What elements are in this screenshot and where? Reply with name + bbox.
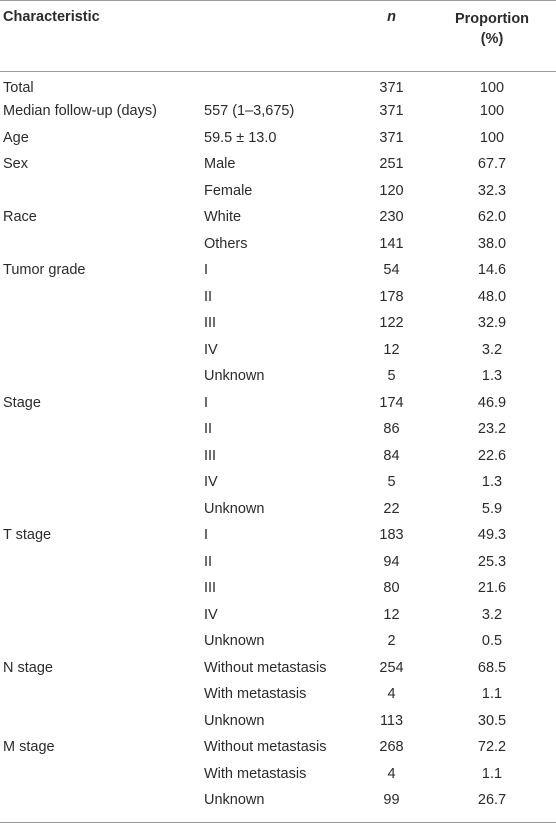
cell-n: 268 [379, 739, 404, 756]
cell-n: 113 [379, 712, 404, 729]
cell-characteristic [0, 363, 198, 390]
table-bottom-rule [0, 822, 556, 823]
cell-proportion: 62.0 [477, 209, 507, 226]
cell-n: 122 [379, 315, 404, 332]
table-body [0, 72, 556, 814]
cell-n: 22 [383, 500, 400, 517]
table-row [0, 151, 556, 178]
cell-n: 371 [379, 129, 404, 146]
table-row [0, 761, 556, 788]
cell-proportion: 67.7 [477, 156, 507, 173]
cell-characteristic [0, 416, 198, 443]
cell-characteristic: M stage [3, 739, 55, 756]
cell-characteristic: Tumor grade [3, 262, 86, 279]
cell-subgroup: Unknown [204, 368, 265, 385]
cell-characteristic: T stage [3, 527, 52, 544]
table-row [0, 363, 556, 390]
cell-n: 178 [379, 288, 404, 305]
cell-subgroup: II [204, 288, 213, 305]
cell-characteristic [0, 310, 198, 337]
cell-n: 12 [383, 606, 400, 623]
cell-n: 174 [379, 394, 404, 411]
cell-subgroup: Unknown [204, 500, 265, 517]
cell-n: 84 [383, 447, 400, 464]
cell-characteristic [0, 602, 198, 629]
cell-subgroup: IV [204, 474, 218, 491]
table-row [0, 628, 556, 655]
cell-characteristic: Stage [3, 394, 41, 411]
cell-subgroup: I [204, 394, 209, 411]
cell-proportion: 22.6 [477, 447, 507, 464]
cell-n: 2 [387, 633, 396, 650]
cell-proportion: 21.6 [477, 580, 507, 597]
cell-subgroup: II [204, 421, 213, 438]
cell-characteristic [0, 787, 198, 814]
table-row [0, 734, 556, 761]
cell-characteristic [0, 284, 198, 311]
table-row [0, 257, 556, 284]
cell-subgroup: With metastasis [204, 765, 307, 782]
cell-characteristic [0, 496, 198, 523]
table-row [0, 231, 556, 258]
cell-proportion: 23.2 [477, 421, 507, 438]
table-row [0, 602, 556, 629]
cell-subgroup: IV [204, 341, 218, 358]
cell-subgroup: Unknown [204, 633, 265, 650]
cell-subgroup: Male [204, 156, 236, 173]
cell-subgroup: 557 (1–3,675) [204, 103, 295, 120]
table-row [0, 284, 556, 311]
table-row [0, 390, 556, 417]
cell-n: 251 [379, 156, 404, 173]
cell-subgroup: White [204, 209, 242, 226]
table-row [0, 655, 556, 682]
header-subgroup [198, 1, 355, 72]
table-row [0, 522, 556, 549]
table-row [0, 575, 556, 602]
cell-subgroup: Unknown [204, 792, 265, 809]
cell-proportion: 72.2 [477, 739, 507, 756]
cell-n: 94 [383, 553, 400, 570]
cell-proportion: 1.1 [481, 765, 503, 782]
cell-subgroup: II [204, 553, 213, 570]
cell-characteristic [0, 178, 198, 205]
table-row [0, 72, 556, 99]
cell-subgroup: Unknown [204, 712, 265, 729]
cell-subgroup: I [204, 527, 209, 544]
cell-proportion: 38.0 [477, 235, 507, 252]
table-row [0, 496, 556, 523]
table-row [0, 125, 556, 152]
cell-characteristic [0, 469, 198, 496]
table-row [0, 681, 556, 708]
cell-characteristic: Age [3, 129, 29, 146]
cell-subgroup: Without metastasis [204, 659, 327, 676]
cell-characteristic [0, 443, 198, 470]
cell-n: 141 [379, 235, 404, 252]
table-row [0, 310, 556, 337]
cell-proportion: 25.3 [477, 553, 507, 570]
table-row [0, 787, 556, 814]
table-row [0, 708, 556, 735]
cell-n: 86 [383, 421, 400, 438]
cell-n: 120 [379, 182, 404, 199]
cell-proportion: 5.9 [481, 500, 503, 517]
table-header [0, 1, 556, 72]
cell-subgroup: 59.5 ± 13.0 [204, 129, 277, 146]
cell-characteristic [0, 681, 198, 708]
table-row [0, 98, 556, 125]
cell-subgroup: I [204, 262, 209, 279]
cell-proportion: 100 [479, 103, 505, 120]
cell-proportion: 1.1 [481, 686, 503, 703]
cell-n: 80 [383, 580, 400, 597]
header-proportion [428, 1, 556, 72]
cell-subgroup: III [204, 447, 217, 464]
cell-n: 5 [387, 474, 396, 491]
cell-proportion: 49.3 [477, 527, 507, 544]
table-row [0, 178, 556, 205]
cell-characteristic [0, 628, 198, 655]
cell-proportion: 3.2 [481, 341, 503, 358]
cell-n: 371 [379, 79, 404, 96]
cell-characteristic: N stage [3, 659, 53, 676]
header-n: n [387, 9, 396, 25]
cell-proportion: 48.0 [477, 288, 507, 305]
cell-proportion: 30.5 [477, 712, 507, 729]
cell-subgroup: With metastasis [204, 686, 307, 703]
cell-n: 4 [387, 686, 396, 703]
cell-n: 230 [379, 209, 404, 226]
cell-subgroup: III [204, 580, 217, 597]
table-row [0, 337, 556, 364]
table-row [0, 469, 556, 496]
cell-n: 99 [383, 792, 400, 809]
cell-proportion: 0.5 [481, 633, 503, 650]
cell-proportion: 100 [479, 129, 505, 146]
cell-characteristic: Race [3, 209, 37, 226]
cell-n: 12 [383, 341, 400, 358]
cell-proportion: 46.9 [477, 394, 507, 411]
table-row [0, 416, 556, 443]
header-proportion-line1: Proportion [454, 11, 530, 27]
table-row [0, 204, 556, 231]
cell-n: 254 [379, 659, 404, 676]
cell-subgroup: IV [204, 606, 218, 623]
cell-subgroup: Others [204, 235, 248, 252]
cell-proportion: 14.6 [477, 262, 507, 279]
header-characteristic: Characteristic [3, 9, 100, 25]
cell-characteristic: Total [3, 79, 34, 96]
header-row [0, 1, 556, 72]
cell-n: 54 [383, 262, 400, 279]
cell-proportion: 68.5 [477, 659, 507, 676]
cell-characteristic [0, 337, 198, 364]
cell-characteristic: Sex [3, 156, 28, 173]
cell-n: 5 [387, 368, 396, 385]
cell-n: 183 [379, 527, 404, 544]
cell-characteristic: Median follow-up (days) [3, 103, 157, 120]
cell-subgroup: Female [204, 182, 253, 199]
cell-characteristic [0, 575, 198, 602]
table-row [0, 443, 556, 470]
cell-n: 371 [379, 103, 404, 120]
cell-proportion: 1.3 [481, 474, 503, 491]
cell-subgroup: III [204, 315, 217, 332]
cell-proportion: 26.7 [477, 792, 507, 809]
cell-characteristic [0, 549, 198, 576]
cell-proportion: 1.3 [481, 368, 503, 385]
cell-characteristic [0, 761, 198, 788]
cell-proportion: 3.2 [481, 606, 503, 623]
cell-subgroup [198, 72, 355, 99]
header-proportion-line2: (%) [480, 31, 504, 47]
cell-proportion: 100 [479, 79, 505, 96]
cell-proportion: 32.3 [477, 182, 507, 199]
table-row [0, 549, 556, 576]
cell-subgroup: Without metastasis [204, 739, 327, 756]
cell-characteristic [0, 708, 198, 735]
cell-characteristic [0, 231, 198, 258]
cell-proportion: 32.9 [477, 315, 507, 332]
cell-n: 4 [387, 765, 396, 782]
